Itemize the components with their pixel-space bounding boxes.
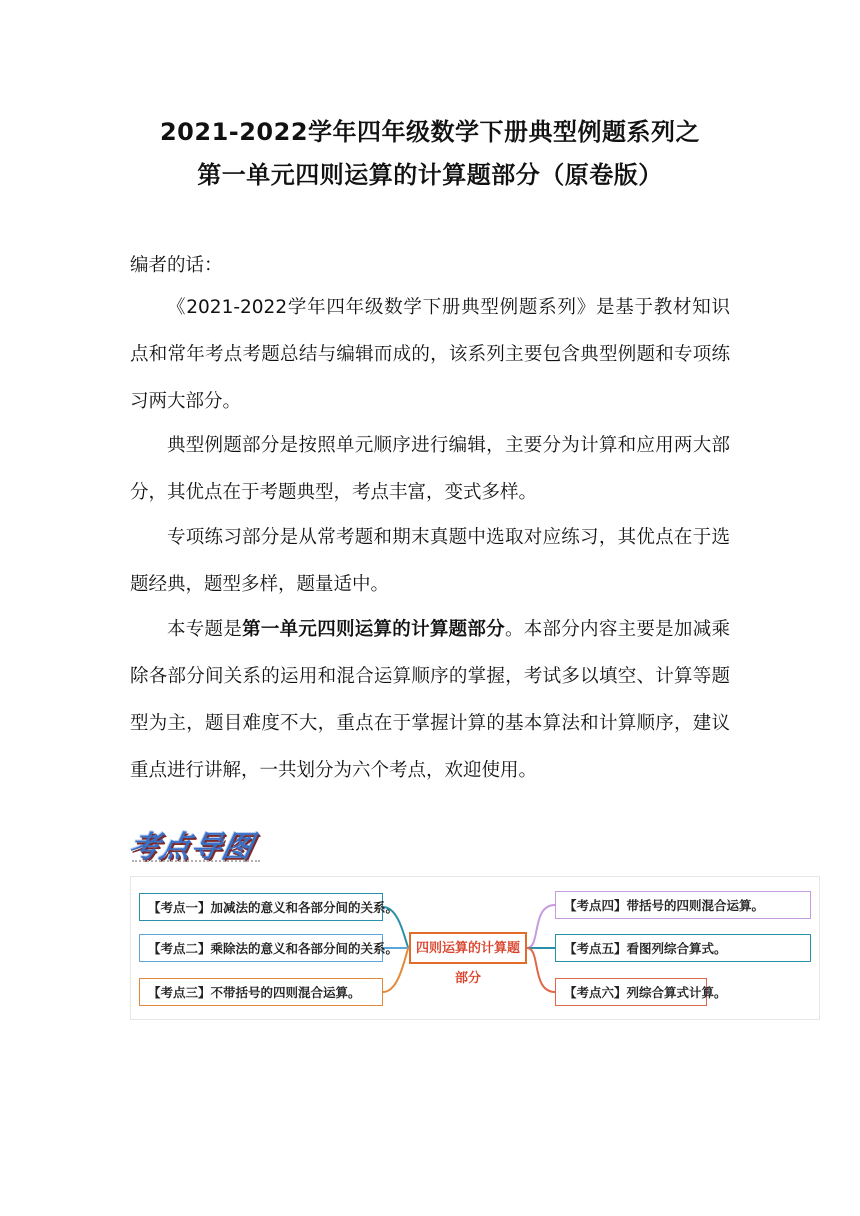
topic-node-6: 【考点六】列综合算式计算。 [555, 978, 707, 1006]
page-title-line-1: 2021-2022学年四年级数学下册典型例题系列之 [159, 118, 701, 146]
mindmap-heading-underline [132, 860, 260, 862]
page-title-line-2: 第一单元四则运算的计算题部分（原卷版） [197, 161, 663, 189]
center-topic-node: 四则运算的计算题部分 [409, 932, 527, 964]
intro-paragraph-4 [130, 606, 730, 794]
connector-right-3 [527, 948, 555, 992]
mindmap-heading: 考点导图 [125, 830, 257, 865]
topic-node-3: 【考点三】不带括号的四则混合运算。 [139, 978, 383, 1006]
topic-node-5: 【考点五】看图列综合算式。 [555, 934, 811, 962]
topic-node-1: 【考点一】加减法的意义和各部分间的关系。 [139, 893, 383, 921]
p4-topic-bold: 第一单元四则运算的计算题部分 [242, 619, 505, 640]
mindmap-diagram [130, 876, 820, 1020]
topic-node-2: 【考点二】乘除法的意义和各部分间的关系。 [139, 934, 383, 962]
connector-right-1 [527, 905, 555, 948]
intro-paragraph-2: 典型例题部分是按照单元顺序进行编辑，主要分为计算和应用两大部分，其优点在于考题典型，考点丰富，变式多样。 [130, 435, 730, 503]
p4-prefix: 本专题是 [167, 619, 243, 640]
p4-suffix: 。本部分内容主要是加减乘除各部分间关系的运用和混合运算顺序的掌握，考试多以填空、计算等题型为主，题目难度不大，重点在于掌握计算的基本算法和计算顺序，建议重点进行讲解，一共划分为六个考点，欢迎使用。 [130, 619, 730, 781]
editor-note-label: 编者的话： [130, 255, 223, 276]
intro-paragraph-1: 《2021-2022学年四年级数学下册典型例题系列》是基于教材知识点和常年考点考题总结与编辑而成的，该系列主要包含典型例题和专项练习两大部分。 [130, 297, 730, 412]
intro-paragraph-3: 专项练习部分是从常考题和期末真题中选取对应练习，其优点在于选题经典，题型多样，题量适中。 [130, 527, 730, 595]
topic-node-4: 【考点四】带括号的四则混合运算。 [555, 891, 811, 919]
